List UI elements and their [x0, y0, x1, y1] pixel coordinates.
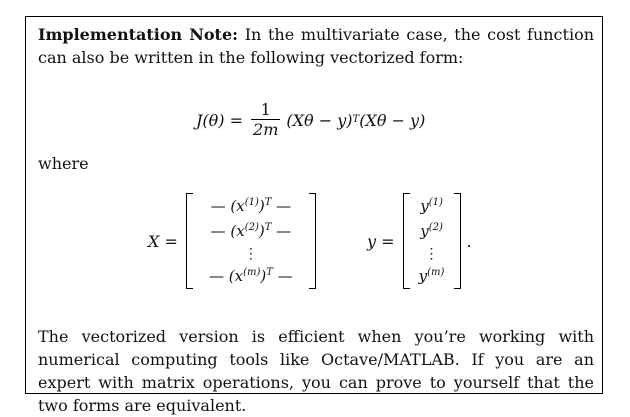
note-label: Implementation Note: — [38, 25, 239, 44]
matrix-x — [148, 192, 316, 290]
frac-numerator: 1 — [260, 99, 271, 119]
vector-y-row-2: $y^{(2)}$ — [420, 222, 443, 241]
matrix-x-lhs: X = — [148, 231, 178, 251]
implementation-note-box — [25, 16, 603, 415]
intro-text: In the multivariate case, the cost function can also be written in the following vectorized form: — [38, 25, 594, 67]
frac-denominator: 2m — [253, 119, 279, 139]
where-label: where — [38, 154, 89, 173]
intro-paragraph — [38, 23, 594, 69]
matrix-x-row-1: — $(x^{(1)})^T$ — — [210, 196, 292, 215]
vector-y-row-1: $y^{(1)}$ — [420, 196, 443, 215]
eq-fraction — [251, 101, 280, 140]
conclusion-paragraph: The vectorized version is efficient when you’re working with numerical computing tools like Octave/MATLAB. If you are an expert with matrix operations, you can prove to yourself that the two forms are equivalent. — [38, 327, 594, 415]
matrix-x-row-2: — $(x^{(2)})^T$ — — [210, 222, 292, 241]
eq-term2: (Xθ − y) — [359, 110, 426, 130]
vector-y-vdots: ⋮ — [424, 245, 439, 262]
vector-y-row-m: $y^{(m)}$ — [418, 267, 445, 286]
matrix-x-brackets — [186, 193, 316, 289]
vector-y — [367, 192, 472, 290]
vector-y-lhs: y = — [367, 231, 395, 251]
matrix-x-vdots: ⋮ — [243, 245, 258, 262]
eq-lhs: J(θ) = — [196, 110, 244, 130]
eq-term1: (Xθ − y) — [286, 110, 353, 130]
matrix-x-row-m: — $(x^{(m)})^T$ — — [209, 267, 293, 286]
cost-function-equation: J(θ) = $\frac{1}{2m}$ (Xθ − y) T (Xθ − y) — [196, 99, 426, 139]
vector-y-brackets — [403, 193, 461, 289]
vector-y-period: . — [466, 231, 472, 251]
